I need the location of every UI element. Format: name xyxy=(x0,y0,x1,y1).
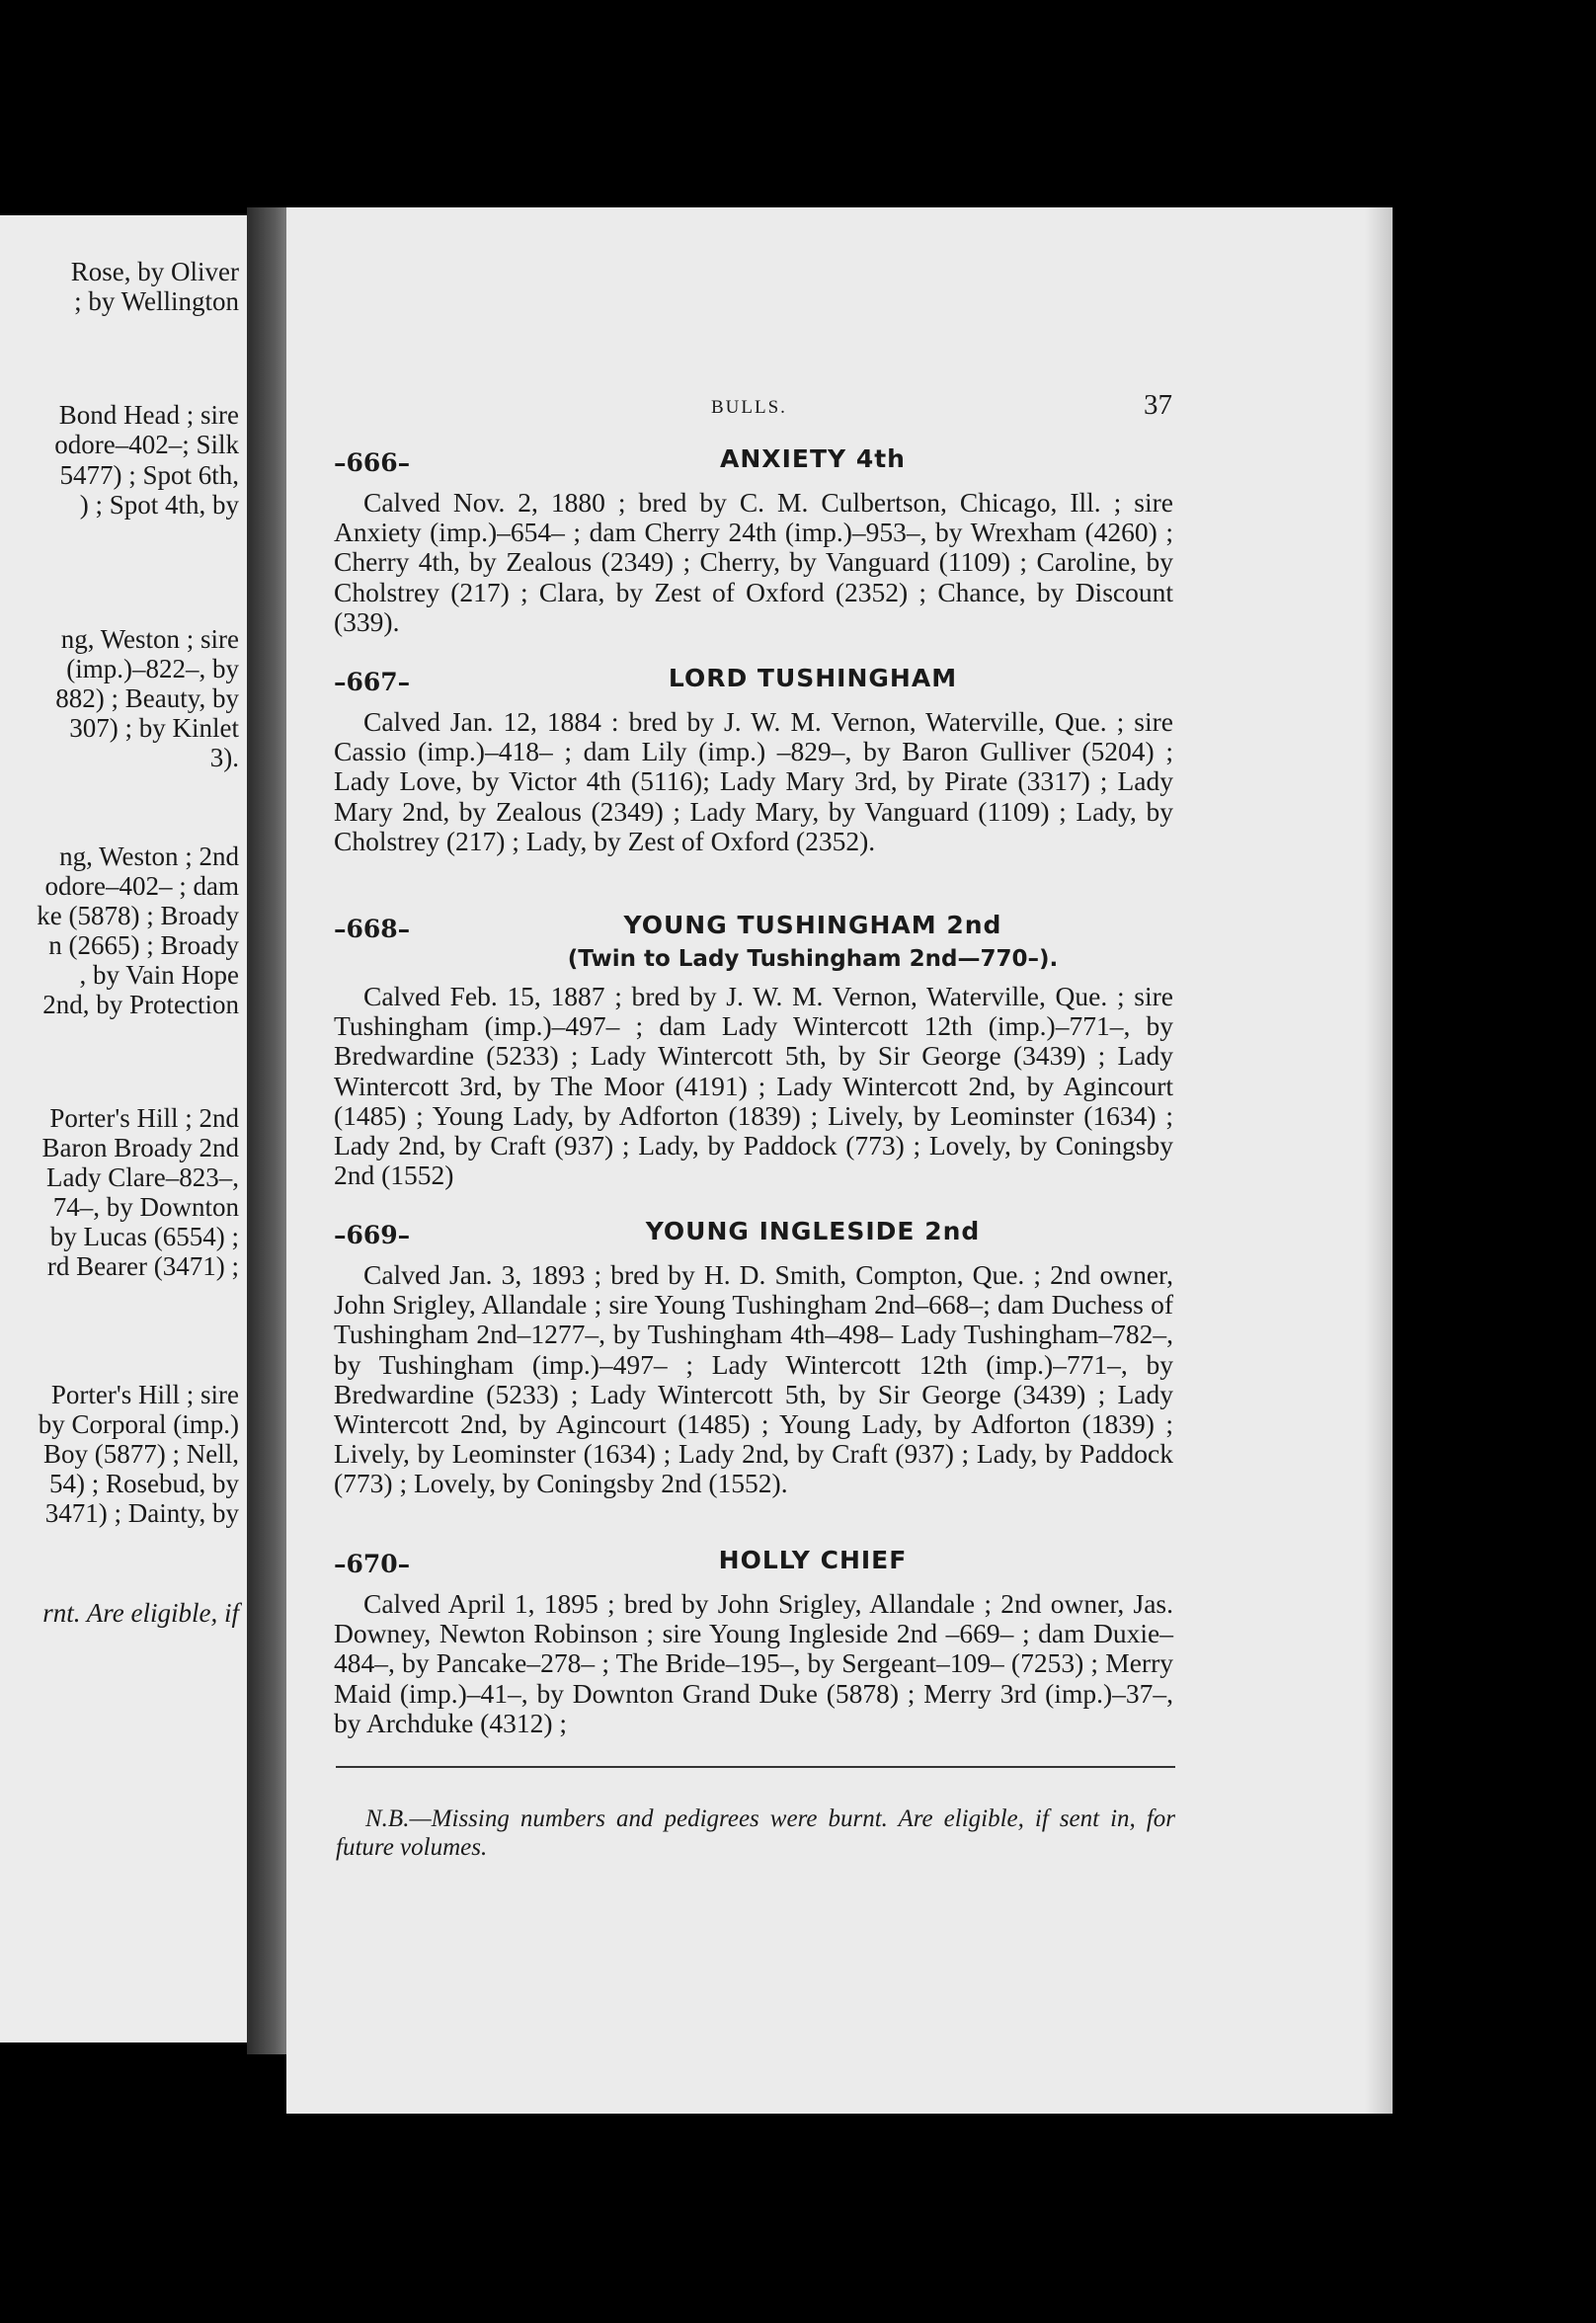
entry-666 xyxy=(334,444,1173,637)
left-page-line: Rose, by Oliver xyxy=(70,257,239,286)
entry-body: Calved April 1, 1895 ; bred by John Srigley, Allandale ; 2nd owner, Jas. Downey, Newton Robinson ; sire Young Ingleside 2nd –669– ; dam Duxie–484–, by Pancake–278– ; The Bride–195–, by Sergeant–109– (7253) ; Merry Maid (imp.)–41–, by Downton Grand Duke (5878) ; Merry 3rd (imp.)–37–, by Archduke (4312) ; xyxy=(334,1588,1173,1738)
left-page-line: ) ; Spot 4th, by xyxy=(79,490,239,520)
entry-number: –667– xyxy=(334,668,411,696)
left-page-line: odore–402–; Silk xyxy=(54,430,239,459)
entry-name: YOUNG TUSHINGHAM 2nd xyxy=(623,911,1002,939)
entry-body: Calved Jan. 12, 1884 : bred by J. W. M. Vernon, Waterville, Que. ; sire Cassio (imp.)–418– ; dam Lily (imp.) –829–, by Baron Gulliver (5204) ; Lady Love, by Victor 4th (5116); Lady Mary 3rd, by Pirate (3317) ; Lady Mary 2nd, by Zealous (2349) ; Lady Mary, by Vanguard (1109) ; Lady, by Cholstrey (217) ; Lady, by Zest of Oxford (2352). xyxy=(334,706,1173,856)
left-page-line: 74–, by Downton xyxy=(52,1192,239,1222)
running-head-title: BULLS. xyxy=(711,397,787,418)
entry-name: ANXIETY 4th xyxy=(720,444,906,473)
entry-body: Calved Feb. 15, 1887 ; bred by J. W. M. Vernon, Waterville, Que. ; sire Tushingham (imp.)–497– ; dam Lady Wintercott 12th (imp.)–771–, by Bredwardine (5233) ; Lady Wintercott 5th, by Sir George (3439) ; Lady Wintercott 3rd, by The Moor (4191) ; Lady Wintercott 2nd, by Agincourt (1485) ; Young Lady, by Adforton (1839) ; Lively, by Leominster (1634) ; Lady 2nd, by Craft (937) ; Lady, by Paddock (773) ; Lovely, by Coningsby 2nd (1552) xyxy=(334,981,1173,1191)
entry-subname: (Twin to Lady Tushingham 2nd—770–). xyxy=(567,946,1059,972)
entry-670 xyxy=(334,1546,1173,1738)
left-page-line: 5477) ; Spot 6th, xyxy=(59,460,239,490)
left-page-line: ng, Weston ; sire xyxy=(60,624,239,654)
left-page-line: n (2665) ; Broady xyxy=(48,930,239,960)
left-page-line: Lady Clare–823–, xyxy=(46,1162,239,1192)
left-page-line: 882) ; Beauty, by xyxy=(55,683,239,713)
entry-668 xyxy=(334,911,1173,1190)
left-page-line: ke (5878) ; Broady xyxy=(37,901,239,930)
left-page-line: Boy (5877) ; Nell, xyxy=(43,1439,239,1469)
left-page-line: by Corporal (imp.) xyxy=(38,1409,239,1439)
left-page-line: rd Bearer (3471) ; xyxy=(46,1251,239,1281)
entry-body: Calved Jan. 3, 1893 ; bred by H. D. Smith, Compton, Que. ; 2nd owner, John Srigley, Allandale ; sire Young Tushingham 2nd–668–; dam Duchess of Tushingham 2nd–1277–, by Tushingham 4th–498– Lady Tushingham–782–, by Tushingham (imp.)–497– ; Lady Wintercott 12th (imp.)–771–, by Bredwardine (5233) ; Lady Wintercott 5th, by Sir George (3439) ; Lady Wintercott 2nd, by Agincourt (1485) ; Young Lady, by Adforton (1839) ; Lively, by Leominster (1634) ; Lady 2nd, by Craft (937) ; Lady, by Paddock (773) ; Lovely, by Coningsby 2nd (1552). xyxy=(334,1259,1173,1499)
entry-number: –668– xyxy=(334,915,411,943)
entry-667 xyxy=(334,664,1173,856)
entry-number: –670– xyxy=(334,1550,411,1578)
left-page-line: ; by Wellington xyxy=(74,286,239,316)
entry-number: –666– xyxy=(334,448,411,477)
left-page-line: Baron Broady 2nd xyxy=(41,1133,239,1162)
left-page-line: 3). xyxy=(209,743,239,772)
right-page xyxy=(286,207,1393,2114)
left-page-line: 3471) ; Dainty, by xyxy=(44,1498,239,1528)
left-page-line: Bond Head ; sire xyxy=(58,400,239,430)
page-number: 37 xyxy=(1144,389,1172,421)
left-page-line: by Lucas (6554) ; xyxy=(49,1222,239,1251)
left-page-line: odore–402– ; dam xyxy=(44,871,239,901)
left-page-line: 2nd, by Protection xyxy=(42,990,239,1019)
left-page-line: , by Vain Hope xyxy=(79,960,239,990)
footnote: N.B.—Missing numbers and pedigrees were burnt. Are eligible, if sent in, for future volumes. xyxy=(336,1805,1175,1861)
entry-669 xyxy=(334,1217,1173,1499)
left-page-line: 307) ; by Kinlet xyxy=(69,713,239,743)
page-edge-shade xyxy=(1365,207,1393,2114)
entry-body: Calved Nov. 2, 1880 ; bred by C. M. Culbertson, Chicago, Ill. ; sire Anxiety (imp.)–654– ; dam Cherry 24th (imp.)–953–, by Wrexham (4260) ; Cherry 4th, by Zealous (2349) ; Cherry, by Vanguard (1109) ; Caroline, by Cholstrey (217) ; Clara, by Zest of Oxford (2352) ; Chance, by Discount (339). xyxy=(334,487,1173,637)
entry-name: YOUNG INGLESIDE 2nd xyxy=(645,1217,981,1245)
left-page-line: 54) ; Rosebud, by xyxy=(49,1469,239,1498)
left-page-line: rnt. Are eligible, if xyxy=(42,1598,239,1628)
left-page-line: Porter's Hill ; sire xyxy=(50,1380,239,1409)
entry-number: –669– xyxy=(334,1221,411,1249)
entry-name: LORD TUSHINGHAM xyxy=(668,664,958,692)
left-page-line: ng, Weston ; 2nd xyxy=(59,841,239,871)
footnote-rule xyxy=(336,1766,1175,1768)
left-page-line: Porter's Hill ; 2nd xyxy=(49,1103,239,1133)
entry-name: HOLLY CHIEF xyxy=(718,1546,908,1574)
left-page xyxy=(0,215,259,2043)
running-head xyxy=(286,385,1393,425)
left-page-line: (imp.)–822–, by xyxy=(66,654,239,683)
